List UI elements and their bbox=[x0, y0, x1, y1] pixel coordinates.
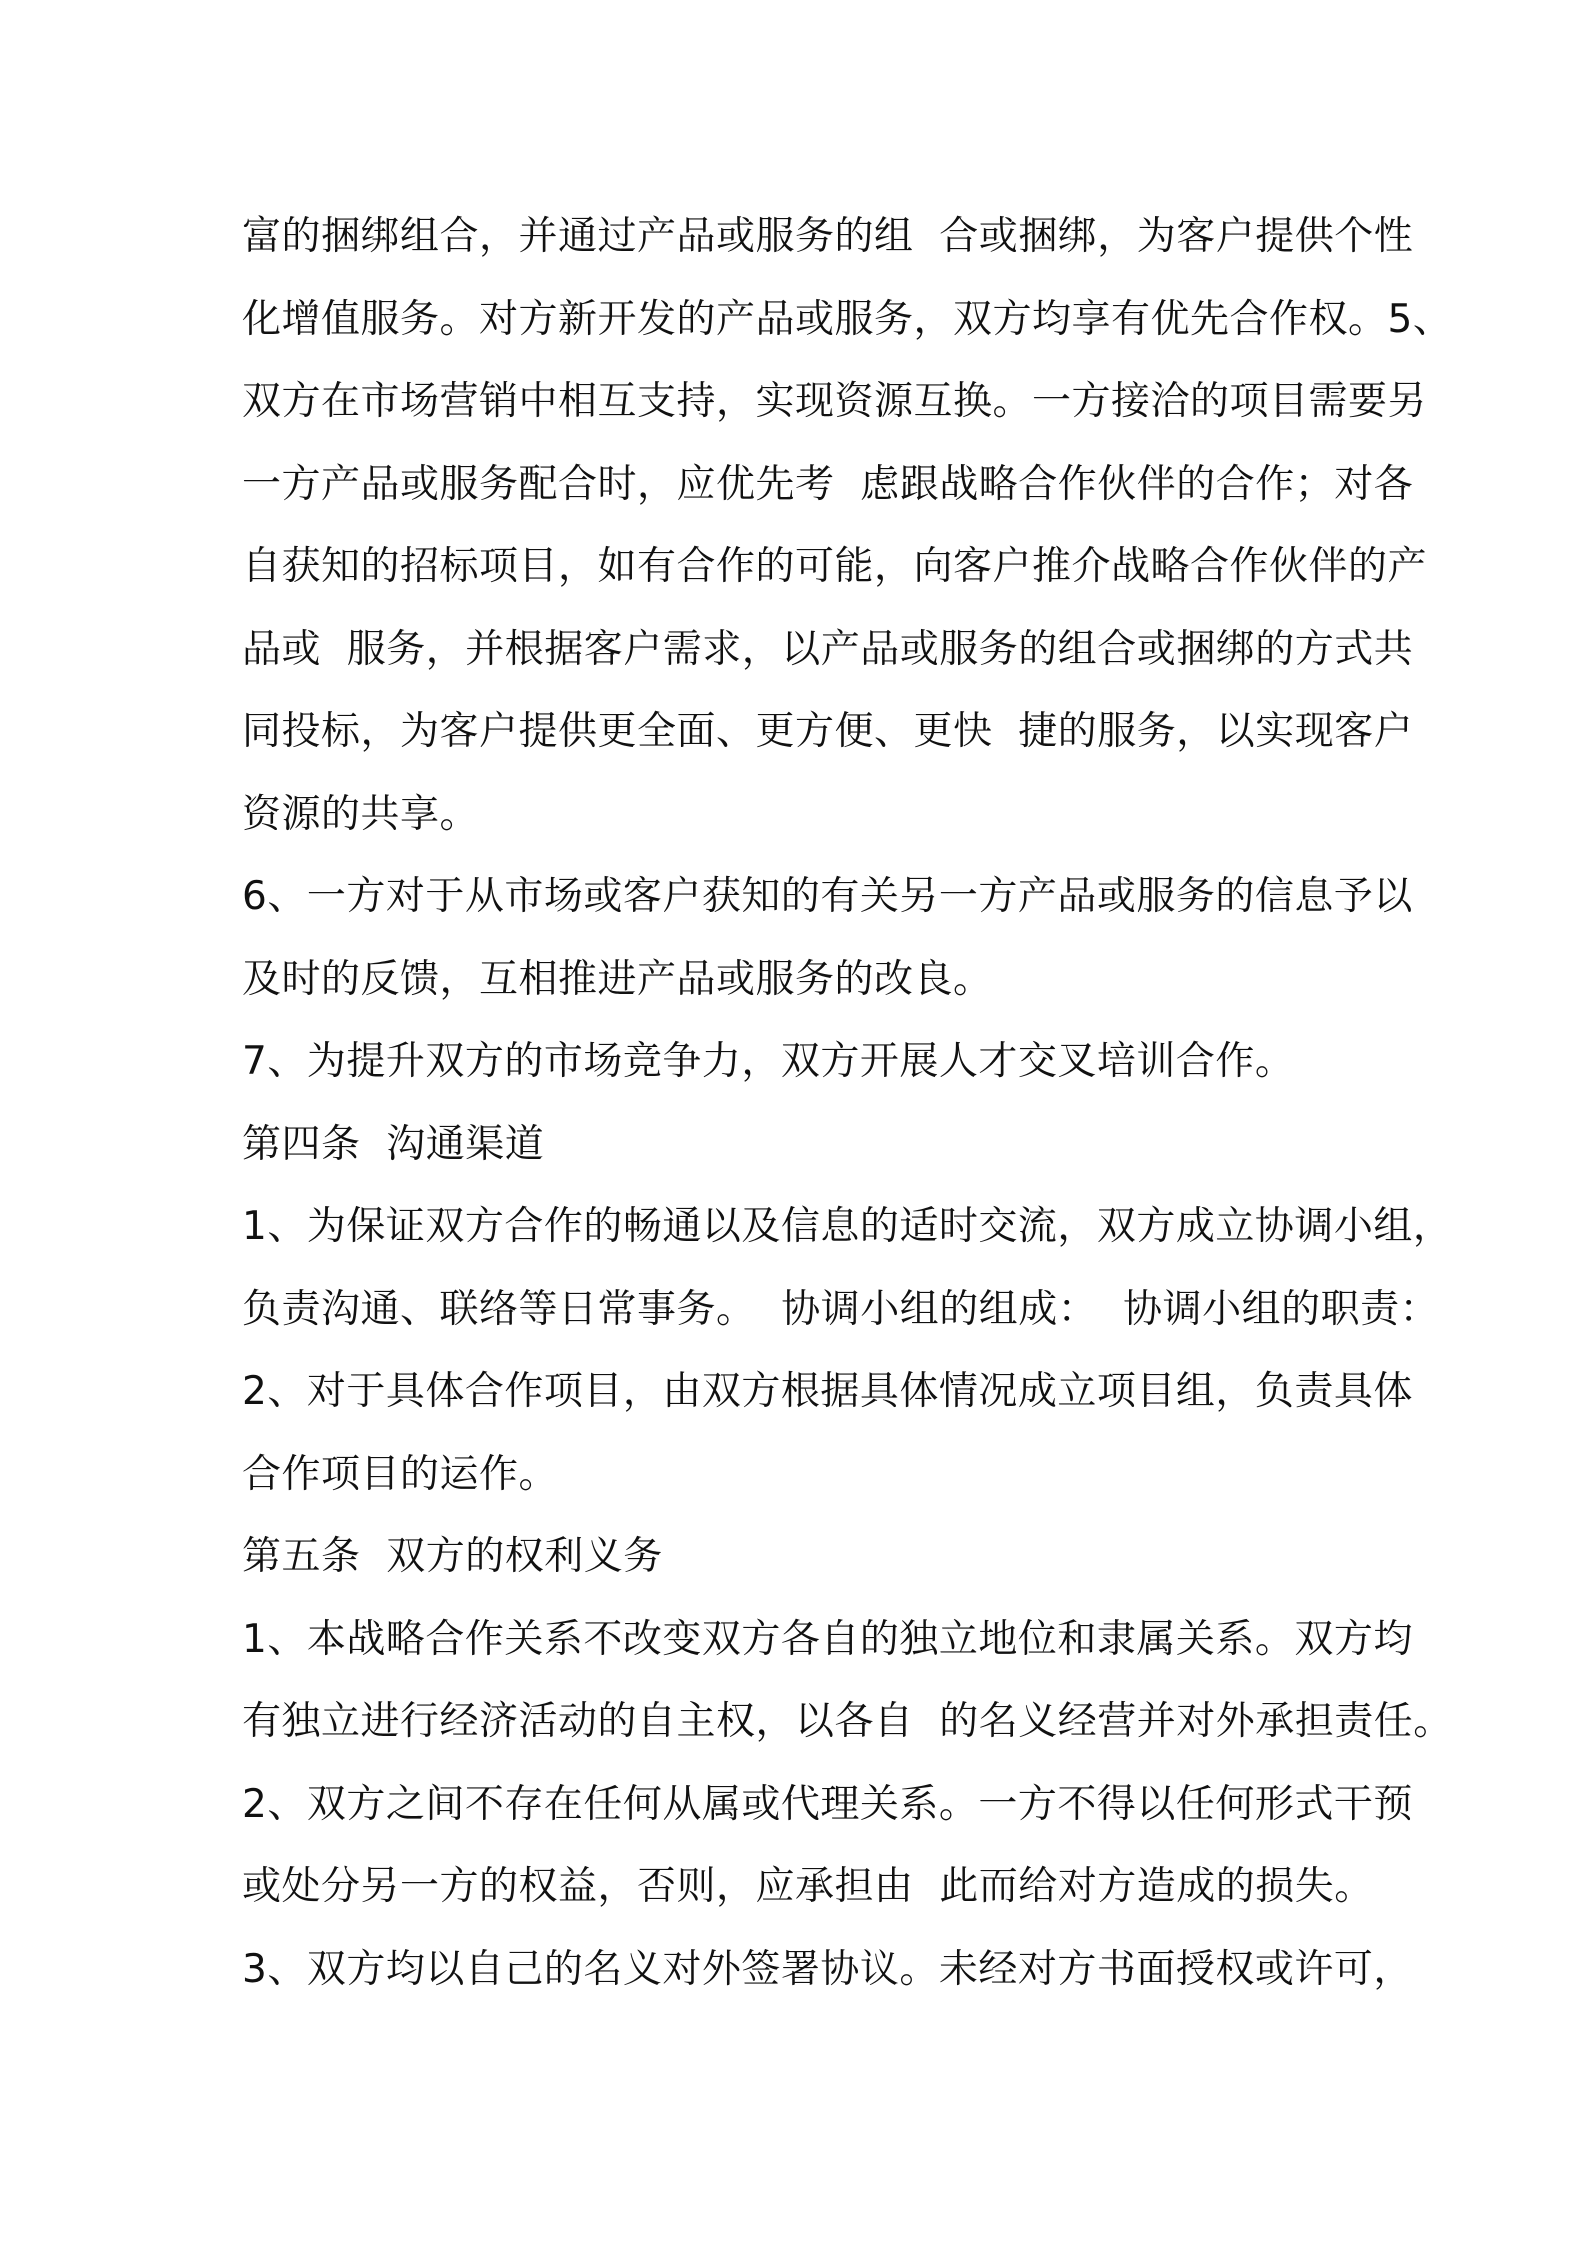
text-line-18: 1、本战略合作关系不改变双方各自的独立地位和隶属关系。双方均 bbox=[242, 1616, 1413, 1662]
section-heading-5: 第五条 双方的权利义务 bbox=[242, 1534, 663, 1579]
text-line-10: 及时的反馈，互相推进产品或服务的改良。 bbox=[242, 956, 993, 1002]
text-line-9: 6、一方对于从市场或客户获知的有关另一方产品或服务的信息予以 bbox=[242, 874, 1413, 919]
text-line-14: 负责沟通、联络等日常事务。 协调小组的组成： 协调小组的职责： bbox=[242, 1286, 1440, 1332]
text-line-2: 化增值服务。对方新开发的产品或服务，双方均享有优先合作权。5、 bbox=[242, 296, 1453, 342]
text-line-8: 资源的共享。 bbox=[242, 791, 480, 837]
text-line-4: 一方产品或服务配合时，应优先考 虑跟战略合作伙伴的合作；对各 bbox=[242, 461, 1414, 507]
text-line-1: 富的捆绑组合，并通过产品或服务的组 合或捆绑，为客户提供个性 bbox=[242, 214, 1414, 259]
text-line-7: 同投标，为客户提供更全面、更方便、更快 捷的服务，以实现客户 bbox=[242, 709, 1414, 754]
text-line-6: 品或 服务，并根据客户需求，以产品或服务的组合或捆绑的方式共 bbox=[242, 626, 1414, 672]
text-line-13: 1、为保证双方合作的畅通以及信息的适时交流，双方成立协调小组， bbox=[242, 1204, 1453, 1249]
text-line-11: 7、为提升双方的市场竞争力，双方开展人才交叉培训合作。 bbox=[242, 1039, 1295, 1084]
text-line-21: 或处分另一方的权益，否则，应承担由 此而给对方造成的损失。 bbox=[242, 1864, 1374, 1909]
text-line-15: 2、对于具体合作项目，由双方根据具体情况成立项目组，负责具体 bbox=[242, 1369, 1413, 1414]
text-line-16: 合作项目的运作。 bbox=[242, 1451, 559, 1497]
text-line-20: 2、双方之间不存在任何从属或代理关系。一方不得以任何形式干预 bbox=[242, 1781, 1413, 1827]
text-line-5: 自获知的招标项目，如有合作的可能，向客户推介战略合作伙伴的产 bbox=[242, 544, 1428, 589]
section-heading-4: 第四条 沟通渠道 bbox=[242, 1121, 545, 1167]
text-line-19: 有独立进行经济活动的自主权，以各自 的名义经营并对外承担责任。 bbox=[242, 1699, 1453, 1744]
text-line-3: 双方在市场营销中相互支持，实现资源互换。一方接洽的项目需要另 bbox=[242, 379, 1428, 424]
text-line-22: 3、双方均以自己的名义对外签署协议。未经对方书面授权或许可， bbox=[242, 1946, 1413, 1992]
body-text bbox=[242, 196, 1453, 2011]
